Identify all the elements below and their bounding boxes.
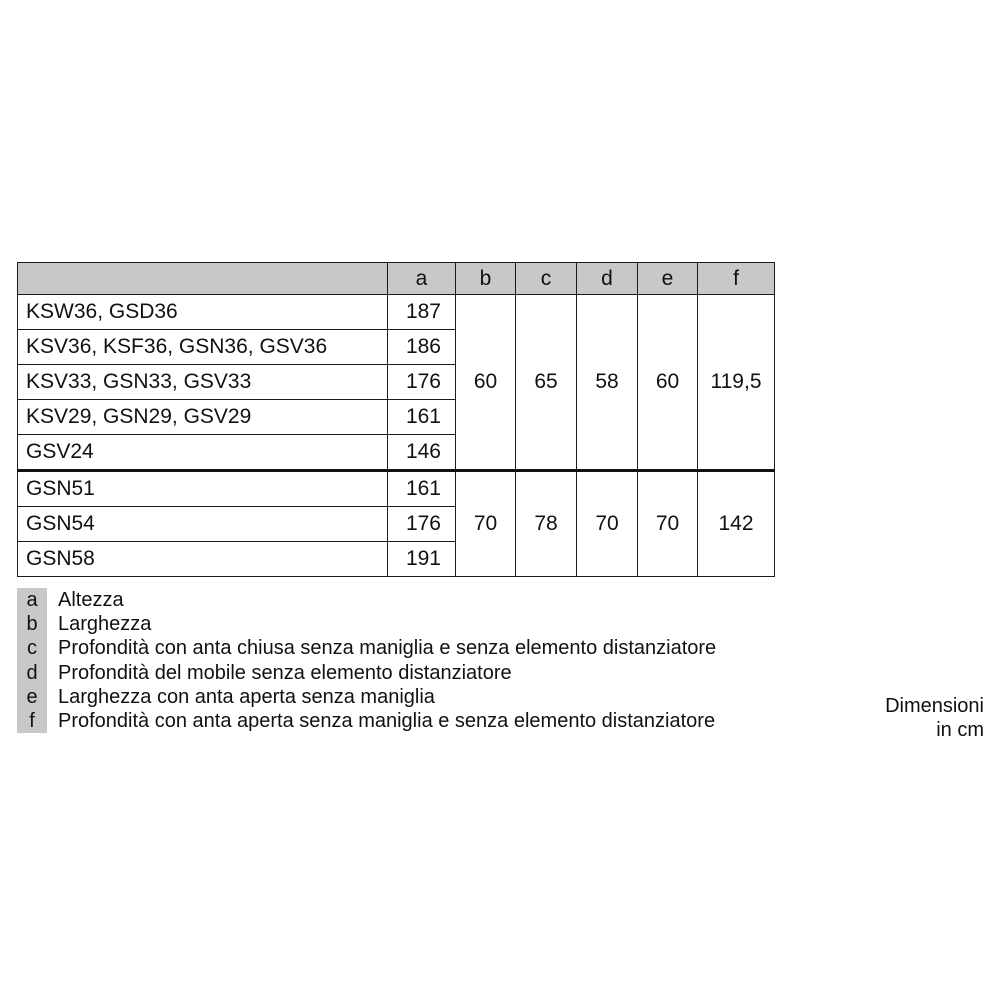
legend-text: Profondità con anta chiusa senza maniglia e senza elemento distanziatore (58, 637, 717, 660)
model-cell: GSV24 (18, 435, 388, 471)
model-cell: GSN54 (18, 507, 388, 542)
width-cell-group2: 70 (456, 471, 516, 577)
table-row (18, 471, 775, 507)
cabinet-depth-cell-group1: 58 (577, 295, 638, 471)
legend-text: Larghezza (58, 613, 152, 636)
legend-text: Profondità con anta aperta senza maniglia e senza elemento distanziatore (58, 710, 716, 733)
model-cell: KSV33, GSN33, GSV33 (18, 365, 388, 400)
height-cell: 186 (388, 330, 456, 365)
header-cell-a: a (388, 263, 456, 295)
height-cell: 161 (388, 471, 456, 507)
depth-closed-cell-group2: 78 (516, 471, 577, 577)
dimension-legend (17, 588, 716, 733)
model-cell: GSN58 (18, 542, 388, 577)
unit-note (885, 694, 984, 742)
height-cell: 176 (388, 365, 456, 400)
group1-rows (18, 295, 775, 471)
legend-item (17, 685, 716, 709)
dimensions-table (17, 262, 775, 577)
model-cell: KSV36, KSF36, GSN36, GSV36 (18, 330, 388, 365)
depth-open-cell-group2: 142 (698, 471, 775, 577)
table-row (18, 295, 775, 330)
height-cell: 176 (388, 507, 456, 542)
width-open-cell-group1: 60 (638, 295, 698, 471)
legend-text: Altezza (58, 589, 124, 612)
cabinet-depth-cell-group2: 70 (577, 471, 638, 577)
legend-key: e (17, 685, 47, 709)
model-cell: KSV29, GSN29, GSV29 (18, 400, 388, 435)
legend-item (17, 661, 716, 685)
legend-item (17, 612, 716, 636)
legend-key: a (17, 588, 47, 612)
legend-item (17, 636, 716, 660)
legend-key: b (17, 612, 47, 636)
group2-rows (18, 471, 775, 577)
legend-key: c (17, 636, 47, 660)
legend-text: Profondità del mobile senza elemento distanziatore (58, 661, 512, 684)
legend-key: f (17, 709, 47, 733)
header-cell-d: d (577, 263, 638, 295)
depth-closed-cell-group1: 65 (516, 295, 577, 471)
width-open-cell-group2: 70 (638, 471, 698, 577)
header-cell-b: b (456, 263, 516, 295)
height-cell: 161 (388, 400, 456, 435)
header-row (18, 263, 775, 295)
header-cell-e: e (638, 263, 698, 295)
header-cell-model (18, 263, 388, 295)
width-cell-group1: 60 (456, 295, 516, 471)
height-cell: 146 (388, 435, 456, 471)
height-cell: 191 (388, 542, 456, 577)
header-cell-c: c (516, 263, 577, 295)
legend-key: d (17, 661, 47, 685)
legend-text: Larghezza con anta aperta senza maniglia (58, 685, 435, 708)
depth-open-cell-group1: 119,5 (698, 295, 775, 471)
legend-item (17, 588, 716, 612)
unit-note-line2: in cm (936, 719, 984, 741)
header-cell-f: f (698, 263, 775, 295)
legend-item (17, 709, 716, 733)
unit-note-line1: Dimensioni (885, 695, 984, 717)
height-cell: 187 (388, 295, 456, 330)
model-cell: KSW36, GSD36 (18, 295, 388, 330)
model-cell: GSN51 (18, 471, 388, 507)
